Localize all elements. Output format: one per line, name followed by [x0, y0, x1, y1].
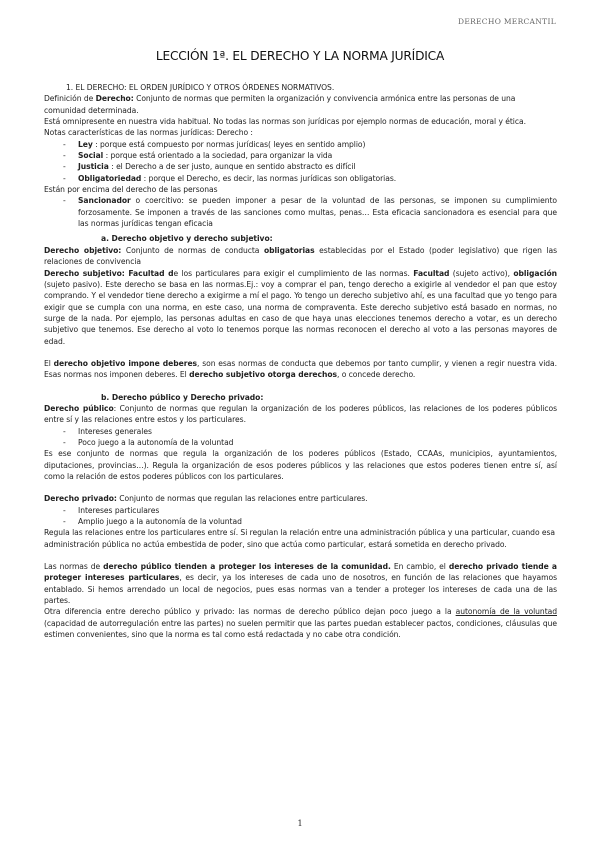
- summary-paragraph: El derecho objetivo impone deberes, son esas normas de conducta que debemos por tanto cumplir, y vienen a regir nuestra vida. Esas normas nos imponen deberes. El derecho subjetivo otorga derechos, o concede derecho.: [44, 358, 557, 380]
- list-item: - Justicia : el Derecho a de ser justo, aunque en sentido abstracto es difícil: [44, 161, 557, 172]
- definition-term: Derecho:: [95, 94, 134, 104]
- subjective-right-paragraph: Derecho subjetivo: Facultad de los particulares para exigir el cumplimiento de las normas. Facultad (sujeto activo), obligación (sujeto pasivo). Este derecho se basa en las normas.Ej.: voy a comprar el pan, tengo derecho a exigirle al vendedor el pan que estoy comprando. Y el vendedor tiene derecho a exigirme a mí el pago. Yo tengo un derecho subjetivo ahí, es una facultad que yo tengo para exigir que se cumpla con una norma, en este caso, una norma de compraventa. Este derecho subjetivo está basado en normas, no surge de la nada. Por ejemplo, las personas adultas en caso de que haya unas elecciones tenemos derecho a votar, es un derecho subjetivo que tenemos. Ese derecho al voto lo tenemos porque las normas reconocen el derecho al voto a las personas mayores de edad.: [44, 268, 557, 346]
- public-law-description: Es ese conjunto de normas que regula la organización de los poderes públicos (Estado, CCAAs, municipios, ayuntamientos, diputaciones, provincias…). Regula la organización de esos poderes públicos y las relaciones que estos poderes tienen entre sí, así como la relación de estos poderes públicos con los particulares.: [44, 449, 557, 481]
- omnipresent-paragraph: Está omnipresente en nuestra vida habitual. No todas las normas son jurídicas por ejemplo normas de educación, moral y ética.: [44, 117, 526, 127]
- characteristics-list: [44, 139, 557, 184]
- sancionador-list: [44, 195, 557, 229]
- page-title: LECCIÓN 1ª. EL DERECHO Y LA NORMA JURÍDICA: [155, 49, 445, 63]
- section-b-heading: b. Derecho público y Derecho privado:: [101, 392, 264, 402]
- autonomy-paragraph: Otra diferencia entre derecho público y privado: las normas de derecho público dejan poco juego a la autonomía de la voluntad (capacidad de autorregulación entre las partes) no suelen permitir que las partes puedan establecer pactos, condiciones, cláusulas que estimen convenientes, sino que la norma es tal como está redactada y no cabe otra condición.: [44, 607, 557, 640]
- document-body: [44, 82, 557, 640]
- public-law-paragraph: Derecho público: Conjunto de normas que regulan la organización de los poderes públicos, las relaciones de los poderes públicos entre sí y las relaciones entre estos y los particulares.: [44, 403, 557, 425]
- private-law-description: Regula las relaciones entre los particulares entre sí. Si regulan la relación entre una administración pública y una particular, cuando esa administración pública no actúa embestida de poder, sino que actúa como particular, estará sometida en derecho privado.: [44, 528, 556, 549]
- section-1-heading: 1. EL DERECHO: EL ORDEN JURÍDICO Y OTROS ÓRDENES NORMATIVOS.: [66, 83, 335, 92]
- above-rights-paragraph: Están por encima del derecho de las personas: [44, 185, 218, 195]
- section-a-heading: a. Derecho objetivo y derecho subjetivo:: [101, 234, 273, 244]
- characteristics-intro: Notas características de las normas jurídicas: Derecho :: [44, 128, 253, 138]
- list-item: - Obligatoriedad : porque el Derecho, es decir, las normas jurídicas son obligatorias.: [44, 173, 557, 184]
- definition-paragraph: Definición de Derecho: Conjunto de normas que permiten la organización y convivencia armónica entre las personas de una comunidad determinada.: [44, 94, 516, 115]
- page-number: 1: [297, 819, 303, 828]
- list-item: - Poco juego a la autonomía de la voluntad: [44, 437, 557, 448]
- list-item: - Amplio juego a la autonomía de la voluntad: [44, 516, 557, 527]
- public-law-list: [44, 426, 557, 449]
- list-item: - Sancionador o coercitivo: se pueden imponer a pesar de la voluntad de las personas, se imponen su cumplimiento forzosamente. Se imponen a través de las sanciones como multas, penas… Esta eficacia sancionadora es esencial para que las normas jurídicas tengan eficacia: [44, 195, 557, 229]
- list-item: - Social : porque está orientado a la sociedad, para organizar la vida: [44, 150, 557, 161]
- list-item: - Intereses particulares: [44, 505, 557, 516]
- interests-paragraph: Las normas de derecho público tienden a proteger los intereses de la comunidad. En cambio, el derecho privado tiende a proteger intereses particulares, es decir, ya los intereses de cada uno de nosotros, en función de las relaciones que hayamos entablado. Si hemos arrendado un local de negocios, pues esas normas van a tender a proteger los intereses de cada una de las partes.: [44, 562, 557, 606]
- private-law-paragraph: Derecho privado: Conjunto de normas que regulan las relaciones entre particulares.: [44, 494, 368, 504]
- objective-right-paragraph: Derecho objetivo: Conjunto de normas de conducta obligatorias establecidas por el Estado (poder legislativo) que rigen las relaciones de convivencia: [44, 245, 557, 267]
- running-header: DERECHO MERCANTIL: [458, 17, 556, 26]
- private-law-list: [44, 505, 557, 528]
- list-item: - Ley : porque está compuesto por normas jurídicas( leyes en sentido amplio): [44, 139, 557, 150]
- list-item: - Intereses generales: [44, 426, 557, 437]
- section-1-list: [44, 82, 557, 93]
